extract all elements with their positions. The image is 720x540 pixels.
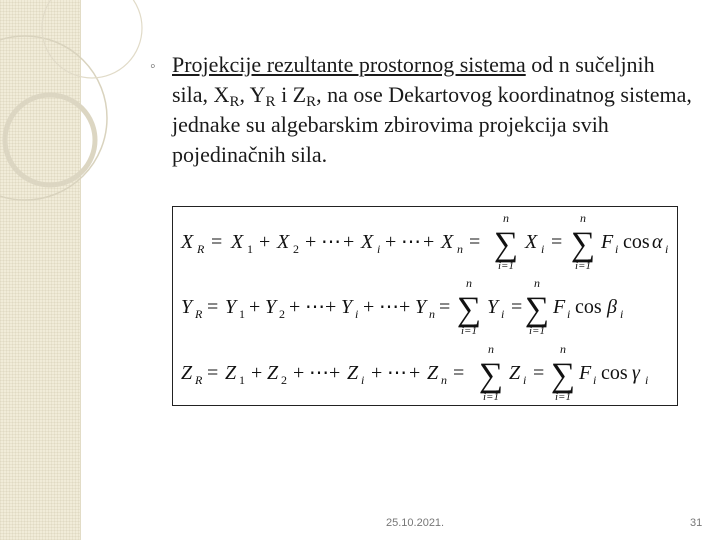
bullet-text-part-4: , na ose Dekartovog koordinatnog sistema, jednake su algebarskim zbirovima projekcija svih pojedinačnih sila.	[172, 82, 692, 167]
row-y-sum1-upper: n	[466, 276, 472, 290]
row-z-trig: cos	[601, 362, 628, 384]
row-z-plus-4: +	[371, 362, 383, 384]
row-y-t2-sub: 2	[279, 307, 285, 321]
row-y-trig: cos	[575, 296, 602, 318]
row-y-plus-1: +	[249, 296, 261, 318]
row-z-t2-sub: 2	[281, 373, 287, 387]
row-z-plus-1: +	[251, 362, 263, 384]
row-z-sum2-upper: n	[560, 342, 566, 356]
row-x-ti-sub: i	[377, 242, 381, 256]
row-y-sum2-upper: n	[534, 276, 540, 290]
row-x-sum1-var: X	[525, 231, 538, 253]
row-y-sum2-sigma: ∑	[524, 291, 550, 328]
bullet-text-part-3: i Z	[275, 82, 307, 107]
row-z-t1-sub: 1	[239, 373, 245, 387]
row-y-angle: β	[607, 296, 617, 318]
row-y-force-sub: i	[567, 307, 571, 321]
row-z-sum2-lower: i=1	[555, 391, 571, 403]
row-y-tn: Y	[415, 296, 427, 318]
formula-row-z	[181, 342, 648, 403]
row-y-angle-sub: i	[620, 307, 624, 321]
row-x-t1-sub: 1	[247, 242, 253, 256]
row-z-dots-1: ⋯	[309, 362, 329, 384]
row-x-tn-sub: n	[457, 242, 463, 256]
row-x-sum2-upper: n	[580, 211, 586, 225]
row-x-force-sub: i	[615, 242, 619, 256]
formula-svg	[173, 207, 677, 405]
decorative-circle-top	[42, 0, 142, 78]
row-z-t2: Z	[267, 362, 279, 384]
row-z-force: F	[579, 362, 592, 384]
row-y-sum1-var-sub: i	[501, 307, 505, 321]
row-x-ti: X	[361, 231, 374, 253]
bullet-sub-y: R	[265, 94, 276, 110]
row-z-plus-5: +	[409, 362, 421, 384]
row-z-tn-sub: n	[441, 373, 447, 387]
bullet-paragraph	[150, 50, 695, 170]
row-y-plus-3: +	[325, 296, 337, 318]
row-x-eq-2: =	[469, 231, 481, 253]
row-x-sum2-lower: i=1	[575, 260, 591, 272]
bullet-text	[172, 50, 695, 170]
row-z-force-sub: i	[593, 373, 597, 387]
row-x-plus-5: +	[423, 231, 435, 253]
row-x-plus-2: +	[305, 231, 317, 253]
decorative-circle-thick	[5, 95, 95, 185]
row-y-ti-sub: i	[355, 307, 359, 321]
row-y-force: F	[553, 296, 566, 318]
formula-box	[172, 206, 678, 406]
row-y-t1: Y	[225, 296, 237, 318]
row-x-t2: X	[277, 231, 290, 253]
row-z-eq-2: =	[453, 362, 465, 384]
row-y-lhs: Y	[181, 296, 193, 318]
decorative-circles	[0, 0, 160, 230]
row-y-plus-2: +	[289, 296, 301, 318]
row-x-dots-1: ⋯	[321, 231, 341, 253]
row-y-tn-sub: n	[429, 307, 435, 321]
row-z-sum1-sigma: ∑	[478, 357, 504, 394]
row-x-tn: X	[441, 231, 454, 253]
formula-row-y	[181, 276, 623, 337]
row-x-lhs: X	[181, 231, 194, 253]
row-y-lhs-sub: R	[195, 307, 203, 321]
row-x-eq-1: =	[211, 231, 223, 253]
row-z-sum1-var-sub: i	[523, 373, 527, 387]
bullet-sub-z: R	[306, 94, 317, 110]
row-x-dots-2: ⋯	[401, 231, 421, 253]
row-x-angle-sub: i	[665, 242, 669, 256]
bullet-underlined-phrase: Projekcije rezultante prostornog sistema	[172, 52, 526, 77]
row-z-angle: γ	[632, 362, 640, 384]
row-z-t1: Z	[225, 362, 237, 384]
footer-page-number: 31	[690, 517, 703, 529]
row-y-dots-1: ⋯	[305, 296, 325, 318]
row-y-plus-5: +	[399, 296, 411, 318]
row-x-t1: X	[231, 231, 244, 253]
row-z-eq-3: =	[533, 362, 545, 384]
row-x-plus-4: +	[385, 231, 397, 253]
row-x-sum1-lower: i=1	[498, 260, 514, 272]
row-z-sum1-lower: i=1	[483, 391, 499, 403]
row-y-eq-2: =	[439, 296, 451, 318]
row-y-t2: Y	[265, 296, 277, 318]
row-y-eq-3: =	[511, 296, 523, 318]
row-y-ti: Y	[341, 296, 353, 318]
row-z-plus-2: +	[293, 362, 305, 384]
row-y-eq-1: =	[207, 296, 219, 318]
formula-row-x	[180, 211, 668, 272]
row-x-plus-3: +	[343, 231, 355, 253]
row-z-ti-sub: i	[361, 373, 365, 387]
row-x-eq-3: =	[551, 231, 563, 253]
row-y-sum1-lower: i=1	[461, 325, 477, 337]
row-z-lhs: Z	[181, 362, 193, 384]
row-z-lhs-sub: R	[195, 373, 203, 387]
row-x-sum1-upper: n	[503, 211, 509, 225]
row-y-dots-2: ⋯	[379, 296, 399, 318]
row-x-sum1-var-sub: i	[541, 242, 545, 256]
row-x-angle: α	[652, 231, 663, 253]
bullet-text-part-2: , Y	[239, 82, 266, 107]
row-y-sum2-lower: i=1	[529, 325, 545, 337]
row-x-force: F	[601, 231, 614, 253]
row-y-t1-sub: 1	[239, 307, 245, 321]
row-z-tn: Z	[427, 362, 439, 384]
row-y-sum1-var: Y	[487, 296, 499, 318]
footer-date: 25.10.2021.	[386, 517, 445, 529]
bullet-marker: ◦	[150, 58, 156, 75]
row-z-sum1-var: Z	[509, 362, 521, 384]
row-x-lhs-sub: R	[197, 242, 205, 256]
row-y-plus-4: +	[363, 296, 375, 318]
row-z-dots-2: ⋯	[387, 362, 407, 384]
row-z-sum1-upper: n	[488, 342, 494, 356]
row-x-plus-1: +	[259, 231, 271, 253]
row-x-sum1-sigma: ∑	[493, 226, 519, 263]
row-x-trig: cos	[623, 231, 650, 253]
row-z-ti: Z	[347, 362, 359, 384]
row-z-plus-3: +	[329, 362, 341, 384]
row-y-sum1-sigma: ∑	[456, 291, 482, 328]
row-x-sum2-sigma: ∑	[570, 226, 596, 263]
row-x-t2-sub: 2	[293, 242, 299, 256]
row-z-sum2-sigma: ∑	[550, 357, 576, 394]
row-z-eq-1: =	[207, 362, 219, 384]
row-z-angle-sub: i	[645, 373, 649, 387]
bullet-text-part-1: od n sučeljnih sila, X	[172, 52, 655, 107]
bullet-sub-x: R	[229, 94, 240, 110]
